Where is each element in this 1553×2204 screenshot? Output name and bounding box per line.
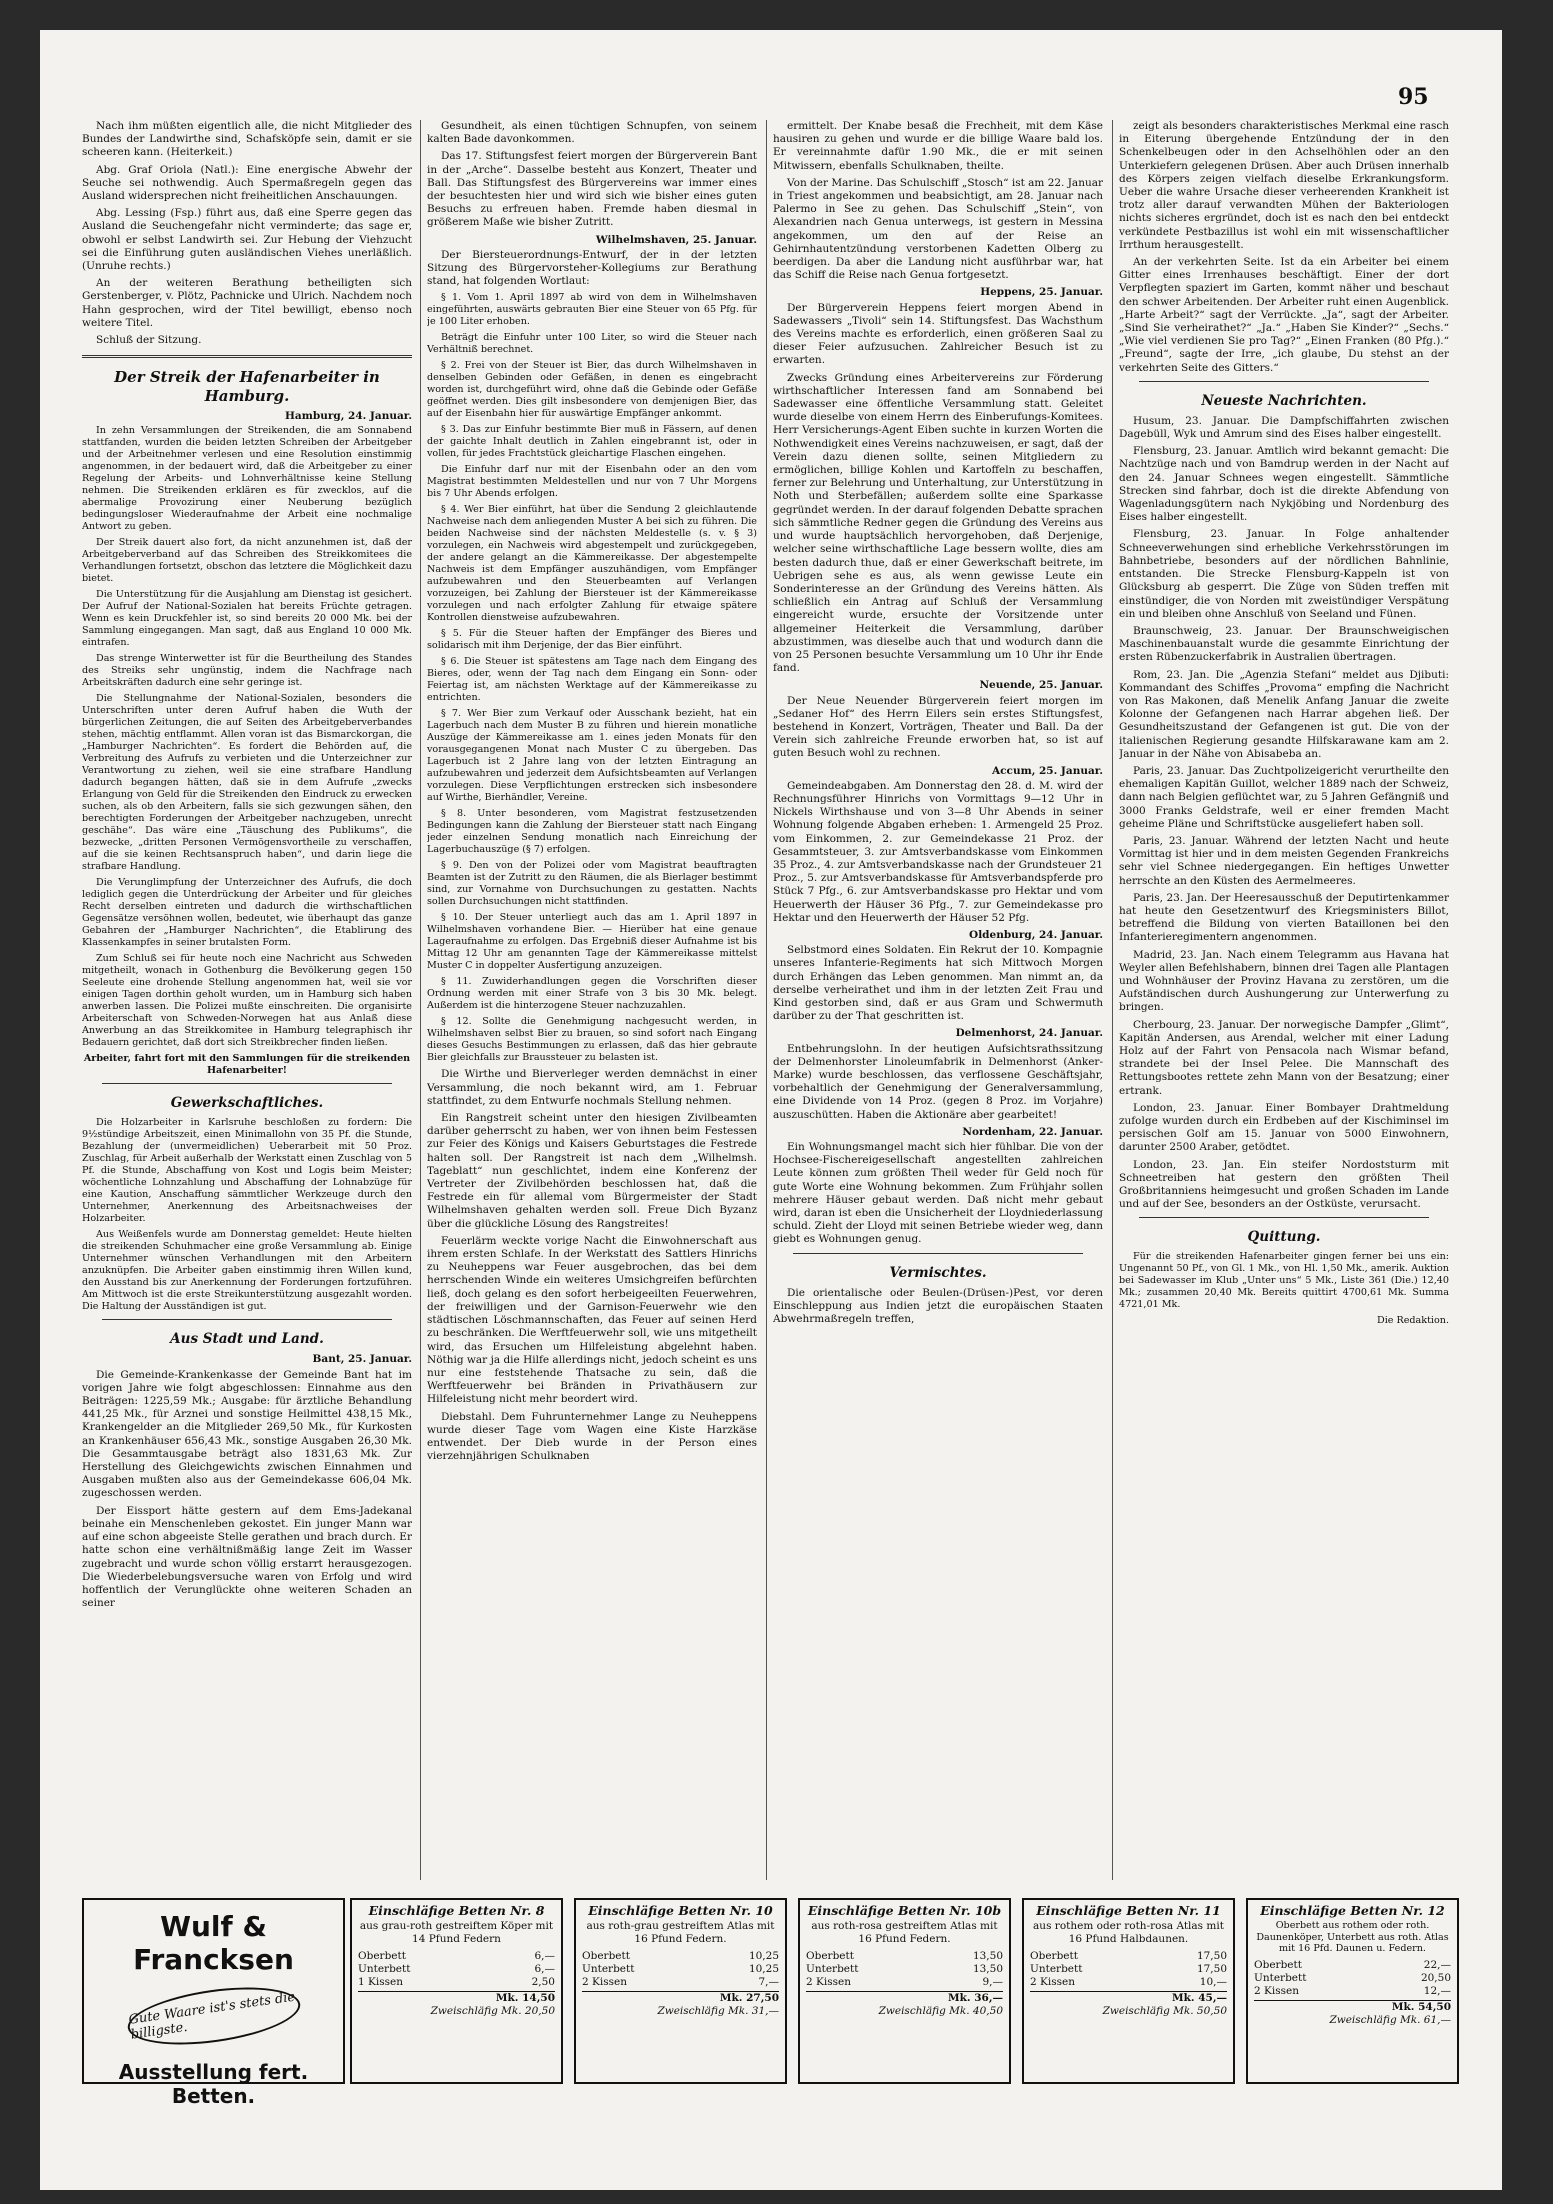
ad-sum <box>806 1991 1003 2005</box>
ad-box-nr8 <box>350 1898 563 2084</box>
paragraph: An der weiteren Berathung betheiligten sich Gerstenberger, v. Plötz, Pachnicke und Ulrich. Nachdem noch Hahn gesprochen, wird der Titel bewilligt, ebenso noch weitere Titel. <box>82 277 412 329</box>
ad-item-price: 10,25 <box>748 1950 779 1962</box>
ad-item-label: Oberbett <box>358 1950 406 1962</box>
ad-item <box>806 1950 1003 1963</box>
dateline: Neuende, 25. Januar. <box>979 679 1103 692</box>
column-rule <box>766 120 767 1880</box>
dateline: Nordenham, 22. Januar. <box>962 1125 1103 1138</box>
ad-box-title: Einschläfige Betten Nr. 10 <box>588 1903 773 1918</box>
paragraph: Nach ihm müßten eigentlich alle, die nicht Mitglieder des Bundes der Landwirthe sind, Schafsköpfe sein, damit er sie scheeren kann. (Heiterkeit.) <box>82 120 412 159</box>
ad-item-label: Unterbett <box>1030 1963 1083 1975</box>
ad-double-value: Zweischläfig Mk. 40,50 <box>878 2005 1003 2017</box>
paragraph: Flensburg, 23. Januar. Amtlich wird bekannt gemacht: Die Nachtzüge nach und von Bamdrup werden in der Nacht auf den 24. Januar Schnees wegen eingestellt. Sämmtliche Strecken sind fahrbar, doch ist die direkte Abfendung von Wagenladungsgütern nach Nykjöbing und Nordenburg des Eises halber eingestellt. <box>1119 445 1449 524</box>
paragraph: Die Holzarbeiter in Karlsruhe beschloßen zu fordern: Die 9½stündige Arbeitszeit, einen Minimallohn von 35 Pf. die Stunde, Bezahlung der (unvermeidlichen) Ueberarbeit mit 50 Proz. Zuschlag, für Arbeit außerhalb der Werkstatt einen Zuschlag von 5 Pf. die Stunde, Abschaffung von Kost und Logis beim Meister; wöchentliche Lohnzahlung und Abschaffung der Lohnabzüge für eine Kaution, Anschaffung sämmtlicher Werkzeuge durch den Unternehmer, Anerkennung des Arbeitsnachweises der Holzarbeiter. <box>82 1117 412 1225</box>
ad-item <box>582 1950 779 1963</box>
paragraph: Paris, 23. Jan. Der Heeresausschuß der Deputirtenkammer hat heute den Gesetzentwurf des Kriegsministers Billot, betreffend die Bildung von vierten Bataillonen bei den Infanterieregimentern angenommen. <box>1119 891 1449 944</box>
ad-double <box>806 2005 1003 2018</box>
headline-stadt-land: Aus Stadt und Land. <box>170 1331 324 1348</box>
ad-box-title: Einschläfige Betten Nr. 12 <box>1260 1903 1445 1918</box>
ad-sum <box>1254 2000 1451 2014</box>
paragraph: Die Einfuhr darf nur mit der Eisenbahn oder an den vom Magistrat bestimmten Meldestellen und nur von 7 Uhr Morgens bis 7 Uhr Abends erfolgen. <box>427 464 757 500</box>
ad-double <box>358 2005 555 2018</box>
paragraph: § 5. Für die Steuer haften der Empfänger des Bieres und solidarisch mit ihm Derjenige, der das Bier einführt. <box>427 628 757 652</box>
ad-item <box>582 1976 779 1989</box>
paragraph: Husum, 23. Januar. Die Dampfschiffahrten zwischen Dagebüll, Wyk und Amrum sind des Eises halber eingestellt. <box>1119 414 1449 441</box>
ad-item-label: 2 Kissen <box>806 1976 851 1988</box>
ad-item <box>1254 1985 1451 1998</box>
ad-item-label: Unterbett <box>1254 1971 1307 1984</box>
paragraph: Die Stellungnahme der National-Sozialen, besonders die Unterschriften unter deren Aufruf haben die Wuth der bürgerlichen Zeitungen, die auf Seiten des Arbeitgeberverbandes stehen, mächtig entflammt. Allen voran ist das Bismarckorgan, die „Hamburger Nachrichten“. Es fordert die Behörden auf, die Verbreitung des Aufrufs zu verbieten und die Unterzeichner zur Verantwortung zu ziehen, weil sie eine strafbare Handlung dadurch begangen hätten, daß sie in dem Aufrufe „zwecks Erlangung von Geld für die Streikenden den Eindruck zu erwecken suchen, als ob den Arbeitern, falls sie sich gezwungen sähen, den berechtigten Forderungen der Arbeitgeber nachzugeben, unrecht geschähe“. Das wäre eine „Täuschung des Publikums“, die bezwecke, „dritten Personen Vermögensvortheile zu verschaffen, auf die sie keinen Rechtsanspruch haben“, und darin liege die strafbare Handlung. <box>82 693 412 873</box>
paragraph: Der Streik dauert also fort, da nicht anzunehmen ist, daß der Arbeitgeberverband auf das Schreiben des Streikkomitees die Verhandlungen fortsetzt, obschon das letztere die Möglichkeit dazu bietet. <box>82 537 412 585</box>
paragraph: Madrid, 23. Jan. Nach einem Telegramm aus Havana hat Weyler allen Befehlshabern, binnen drei Tagen alle Plantagen und Wohnhäuser der Provinz Havana zu zerstören, um die Aufständischen durch Aushungerung zur Unterwerfung zu bringen. <box>1119 948 1449 1014</box>
paragraph: § 10. Der Steuer unterliegt auch das am 1. April 1897 in Wilhelmshaven vorhandene Bier. — Hierüber hat eine genaue Lageraufnahme zu erfolgen. Das Ergebniß dieser Aufnahme ist bis Mittag 12 Uhr am genannten Tage der Kämmereikasse mittelst Muster C in doppelter Ausfertigung anzuzeigen. <box>427 912 757 972</box>
paragraph: Zum Schluß sei für heute noch eine Nachricht aus Schweden mitgetheilt, wonach in Gothenburg die Bevölkerung gegen 150 Seeleute eine drohende Stellung angenommen hat, weil sie vor einigen Tagen dorthin geholt wurden, um in Hamburg sich haben anwerben lassen. Die Polizei mußte einschreiten. Die organisirte Arbeiterschaft von Schweden-Norwegen hat aus Anlaß diese Anwerbung an das Streikkomitee in Hamburg telegraphisch ihr Bedauern gerichtet, daß dort sich Streikbrecher finden ließen. <box>82 953 412 1049</box>
ad-item-label: 2 Kissen <box>1030 1976 1075 1988</box>
paragraph: § 11. Zuwiderhandlungen gegen die Vorschriften dieser Ordnung werden mit einer Strafe von 3 bis 30 Mk. belegt. Außerdem ist die hinterzogene Steuer nachzuzahlen. <box>427 976 757 1012</box>
ad-item-price: 9,— <box>982 1976 1003 1988</box>
ad-double-value: Zweischläfig Mk. 31,— <box>657 2005 779 2017</box>
paragraph: In zehn Versammlungen der Streikenden, die am Sonnabend stattfanden, wurden die beiden letzten Schreiben der Arbeitgeber und der Arbeitnehmer verlesen und eine Resolution einstimmig angenommen, in der bedauert wird, daß die Arbeitgeber zu einer Regelung der Arbeits- und Lohnverhältnisse keine Stellung nehmen. Die Streikenden erklären es für zwecklos, auf die abermalige Provozirung einer Neuberung bezüglich bedingungsloser Wiederaufnahme der Arbeit eine nochmalige Antwort zu geben. <box>82 425 412 533</box>
ad-item <box>358 1976 555 1989</box>
ad-item-price: 12,— <box>1423 1984 1451 1997</box>
paragraph: § 8. Unter besonderen, vom Magistrat festzusetzenden Bedingungen kann die Zahlung der Biersteuer statt nach Eingang jeder einzelnen Sendung monatlich nach Einreichung der Lagerbuchauszüge (§ 7) erfolgen. <box>427 808 757 856</box>
paragraph: Rom, 23. Jan. Die „Agenzia Stefani“ meldet aus Djibuti: Kommandant des Schiffes „Provoma“ empfing die Nachricht von Ras Makonen, daß Menelik Anfang Januar die zweite Kolonne der Gefangenen nach Harrar abgehen ließ. Der Gesundheitszustand der Gefangenen ist gut. Die von der italienischen Regierung gesandte Hilfskarawane kam am 2. Januar in der Nähe von Abisabeba an. <box>1119 668 1449 760</box>
ad-sum <box>582 1991 779 2005</box>
ad-item-price: 17,50 <box>1196 1950 1227 1962</box>
ad-sign-text: Gute Waare ist's stets die billigste. <box>127 1989 296 2043</box>
paragraph: § 1. Vom 1. April 1897 ab wird von dem in Wilhelmshaven eingeführten, auswärts gebrauten Bier eine Steuer von 65 Pfg. für je 100 Liter erhoben. <box>427 292 757 328</box>
paragraph: Abg. Graf Oriola (Natl.): Eine energische Abwehr der Seuche sei nothwendig. Auch Spermaßregeln gegen das Ausland widersprechen nicht freiheitlichen Anschauungen. <box>82 163 412 203</box>
appeal: Arbeiter, fahrt fort mit den Sammlungen für die streikenden Hafenarbeiter! <box>83 1053 411 1077</box>
paragraph: Braunschweig, 23. Januar. Der Braunschweigischen Maschinenbauanstalt wurde die gesammte Einrichtung der ersten Rübenzuckerfabrik in Australien übertragen. <box>1119 624 1449 664</box>
paragraph: Paris, 23. Januar. Während der letzten Nacht und heute Vormittag ist hier und in dem meisten Gegenden Frankreichs sehr viel Schnee niedergegangen. Ein heftiges Unwetter herrschte an den Küsten des Aermelmeeres. <box>1119 834 1449 887</box>
ad-sum <box>358 1991 555 2005</box>
paragraph: Die Gemeinde-Krankenkasse der Gemeinde Bant hat im vorigen Jahre wie folgt abgeschlossen: Einnahme aus den Beiträgen: 1225,59 Mk.; Ausgabe: für ärztliche Behandlung 441,25 Mk., für Arznei und sonstige Heilmittel 438,15 Mk., Krankengelder an die Mitglieder 269,50 Mk., für Kurkosten an Krankenhäuser 656,43 Mk., sonstige Ausgaben 26,30 Mk. Die Gesammtausgabe beträgt also 1831,63 Mk. Zur Herstellung des Gleichgewichts zwischen Einnahmen und Ausgaben mußten also aus der Gemeindekasse 606,04 Mk. zugeschossen werden. <box>82 1368 412 1500</box>
paragraph: Ein Rangstreit scheint unter den hiesigen Zivilbeamten darüber geherrscht zu haben, wer von ihnen beim Festessen zur Feier des Königs und Kaisers Geburtstages die Festrede halten soll. Der Rangstreit ist nach dem „Wilhelmsh. Tageblatt“ nun geschlichtet, indem eine Konferenz der Vertreter der Zivilbehörden beschlossen hat, daß die Festrede ein für allemal vom Bürgermeister der Stadt Wilhelmshaven gehalten werden soll. Freue Dich Byzanz über die glückliche Lösung des Rangstreites! <box>427 1112 757 1230</box>
ad-item-price: 17,50 <box>1196 1963 1227 1975</box>
ad-sum-value: Mk. 36,— <box>948 1992 1003 2004</box>
column-4 <box>1119 120 1449 1880</box>
ad-double-value: Zweischläfig Mk. 61,— <box>1329 2013 1451 2026</box>
ad-item-price: 10,25 <box>748 1963 779 1975</box>
headline-quittung: Quittung. <box>1247 1229 1321 1246</box>
ad-item <box>358 1950 555 1963</box>
dateline: Bant, 25. Januar. <box>312 1353 412 1366</box>
ad-item-label: 2 Kissen <box>1254 1984 1299 1997</box>
ad-box-title: Einschläfige Betten Nr. 8 <box>368 1903 545 1918</box>
ad-item <box>806 1976 1003 1989</box>
paragraph: An der verkehrten Seite. Ist da ein Arbeiter bei einem Gitter eines Irrenhauses beschäftigt. Einer der dort Verpflegten spaziert im Garten, kommt näher und beschaut den schwer Arbeitenden. Der Arbeiter ruht einen Augenblick. „Harte Arbeit?“ sagt der Verrückte. „Ja“, sagt der Arbeiter. „Sind Sie verheirathet?“ „Ja.“ „Haben Sie Kinder?“ „Sechs.“ „Wie viel verdienen Sie pro Tag?“ „Einen Franken (80 Pfg.).“ „Freund“, sagte der Irre, „ich glaube, Du stehst an der verkehrten Seite des Gitters.“ <box>1119 256 1449 374</box>
dateline: Heppens, 25. Januar. <box>980 286 1103 299</box>
ad-box-desc: aus grau-roth gestreiftem Köper mit 14 Pfund Federn <box>359 1920 554 1945</box>
paragraph: Diebstahl. Dem Fuhrunternehmer Lange zu Neuheppens wurde dieser Tage vom Wagen eine Kiste Harzkäse entwendet. Der Dieb wurde in der Person eines vierzehnjährigen Schulknaben <box>427 1410 757 1463</box>
ad-item-label: 2 Kissen <box>582 1976 627 1988</box>
paragraph: Die Wirthe und Bierverleger werden demnächst in einer Versammlung, die noch bekannt wird, am 1. Februar stattfindet, zu dem Entwurfe nochmals Stellung nehmen. <box>427 1068 757 1107</box>
ad-box-title: Einschläfige Betten Nr. 10b <box>807 1903 1002 1918</box>
paragraph: § 9. Den von der Polizei oder vom Magistrat beauftragten Beamten ist der Zutritt zu den Räumen, die als Bierlager bestimmt sind, zur Vornahme von Durchsuchungen zu gestatten. Nachts sollen Durchsuchungen nicht stattfinden. <box>427 860 757 908</box>
ad-item <box>1254 1959 1451 1972</box>
ad-double-value: Zweischläfig Mk. 50,50 <box>1102 2005 1227 2017</box>
ad-sum-value: Mk. 45,— <box>1172 1992 1227 2004</box>
paragraph: Schluß der Sitzung. <box>96 334 202 347</box>
ad-box-nr12 <box>1246 1898 1459 2084</box>
paragraph: Der Bürgerverein Heppens feiert morgen Abend in Sadewassers „Tivoli“ sein 14. Stiftungsfest. Das Wachsthum des Vereins machte es erforderlich, einen größeren Saal zu dieser Feier aufzusuchen. Zahlreicher Besuch ist zu erwarten. <box>773 301 1103 367</box>
dateline: Wilhelmshaven, 25. Januar. <box>595 233 757 246</box>
paragraph: Gesundheit, als einen tüchtigen Schnupfen, von seinem kalten Bade davonkommen. <box>427 120 757 146</box>
ad-item-price: 22,— <box>1423 1958 1451 1971</box>
ad-item <box>1030 1963 1227 1976</box>
paragraph: Paris, 23. Januar. Das Zuchtpolizeigericht verurtheilte den ehemaligen Kapitän Guillot, welcher 1889 nach der Schweiz, dann nach Belgien geflüchtet war, zu 5 Jahren Gefängniß und 3000 Franks Geldstrafe, weil er einer fremden Macht geheime Pläne und Schriftstücke ausgeliefert haben soll. <box>1119 764 1449 830</box>
paragraph: Für die streikenden Hafenarbeiter gingen ferner bei uns ein: Ungenannt 50 Pf., von Gl. 1 Mk., von Hl. 1,50 Mk., amerik. Auktion bei Sadewasser im Klub „Unter uns“ 5 Mk., Liste 361 (Die.) 12,40 Mk.; zusammen 20,40 Mk. Bereits quittirt 4700,61 Mk. Summa 4721,01 Mk. <box>1119 1251 1449 1311</box>
column-rule <box>1112 120 1113 1880</box>
paragraph: Die Verunglimpfung der Unterzeichner des Aufrufs, die doch lediglich gegen die Unterdrückung der Arbeiter und für gleiches Recht derselben eintreten und dadurch die wirthschaftlichen Gegensätze versöhnen wollen, bedeutet, wie überhaupt das ganze Gebahren der „Hamburger Nachrichten“, die Etablirung des Klassenkampfes in seiner brutalsten Form. <box>82 877 412 949</box>
ad-double <box>582 2005 779 2018</box>
paragraph: Entbehrungslohn. In der heutigen Aufsichtsrathssitzung der Delmenhorster Linoleumfabrik in Delmenhorst (Anker-Marke) wurde beschlossen, das verflossene Geschäftsjahr, vorbehaltlich der Genehmigung der Generalversammlung, eine Dividende von 14 Proz. (gegen 8 Proz. im Vorjahre) auszuschütten. Haben die Aktionäre aber gearbeitet! <box>773 1042 1103 1121</box>
paragraph: Das 17. Stiftungsfest feiert morgen der Bürgerverein Bant in der „Arche“. Dasselbe besteht aus Konzert, Theater und Ball. Das Stiftungsfest des Bürgervereins war immer eines der besuchtesten hier und wird sich wie bisher eines guten Besuchs zu erfreuen haben. Fremde haben diesmal in größerem Maße wie bisher Zutritt. <box>427 150 757 229</box>
dateline: Delmenhorst, 24. Januar. <box>955 1027 1103 1040</box>
divider <box>82 355 412 358</box>
ad-sum-value: Mk. 54,50 <box>1391 2000 1451 2013</box>
headline-neueste: Neueste Nachrichten. <box>1201 392 1367 409</box>
headline-vermischtes: Vermischtes. <box>889 1264 987 1281</box>
ad-item-price: 13,50 <box>972 1950 1003 1962</box>
ad-box-nr10b <box>798 1898 1011 2084</box>
column-1 <box>82 120 412 1880</box>
ad-item <box>1254 1972 1451 1985</box>
ad-exhibit: Ausstellung fert. Betten. <box>118 2060 309 2108</box>
ad-double-value: Zweischläfig Mk. 20,50 <box>430 2005 555 2017</box>
ad-sum-value: Mk. 27,50 <box>719 1992 779 2004</box>
paragraph: London, 23. Januar. Einer Bombayer Drahtmeldung zufolge wurden durch ein Erdbeben auf der Kischiminsel im persischen Golf am 15. Januar von 5000 Einwohnern, darunter 2500 Araber, getödtet. <box>1119 1101 1449 1154</box>
paragraph: Zwecks Gründung eines Arbeitervereins zur Förderung wirthschaftlicher Interessen fand am Sonnabend bei Sadewasser eine öffentliche Versammlung statt. Geleitet wurde dieselbe von einem Herrn des Einberufungs-Komitees. Herr Versicherungs-Agent Eiben suchte in kurzen Worten die Nothwendigkeit eines Vereins nachzuweisen, er sagt, daß der Verein dazu dienen sollte, seinen Mitgliedern zu ermöglichen, billige Kohlen und Kartoffeln zu beschaffen, ferner zur Belehrung und Unterhaltung, zur Unterstützung in Noth und Sterbefällen; außerdem sollte eine Sparkasse gegründet werden. In der darauf folgenden Debatte sprachen sich sämmtliche Redner gegen die Gründung des Vereins aus und wurde hauptsächlich hervorgehoben, daß Derjenige, welcher seine wirthschaftliche Lage bessern wollte, dies am besten dadurch thue, daß er einer Gewerkschaft beitrete, im Uebrigen sehe es aus, als wenn gewisse Leute ein Sonderinteresse an der Gründung des Vereins hätten. Als schließlich ein Antrag auf Schluß der Versammlung eingereicht wurde, ersuchte der Vorsitzende unter allgemeiner Heiterkeit die Versammlung, darüber abzustimmen, was dieselbe auch that und wodurch dann die von 25 Personen besuchte Versammlung um 10 Uhr ihr Ende fand. <box>773 371 1103 675</box>
paragraph: Die orientalische oder Beulen-(Drüsen-)Pest, vor deren Einschleppung aus Indien jetzt die europäischen Staaten Abwehrmaßregeln treffen, <box>773 1286 1103 1326</box>
ad-item-price: 10,— <box>1199 1976 1227 1988</box>
paragraph: Flensburg, 23. Januar. In Folge anhaltender Schneeverwehungen sind erhebliche Verkehrsstörungen im Bahnbetriebe, besonders auf der nördlichen Bahnlinie, entstanden. Die Strecke Flensburg-Kappeln ist von Glücksburg ab gesperrt. Die Züge von Süden treffen mit einstündiger, die von Norden mit zweistündiger Verspätung ein und bleiben ohne Anschluß von Seeland und Fünen. <box>1119 528 1449 620</box>
paragraph: § 12. Sollte die Genehmigung nachgesucht werden, in Wilhelmshaven selbst Bier zu brauen, so sind sofort nach Eingang dieses Gesuchs Bestimmungen zu erlassen, daß das hier gebraute Bier gleichfalls zur Braussteuer zu belasten ist. <box>427 1016 757 1064</box>
divider <box>793 1253 1083 1254</box>
paragraph: § 7. Wer Bier zum Verkauf oder Ausschank bezieht, hat ein Lagerbuch nach dem Muster B zu führen und hierein monatliche Auszüge der Kämmereikasse am 1. eines jeden Monats für den vorausgegangenen Monat nach Muster C zu übergeben. Das Lagerbuch ist 2 Jahre lang von der letzten Eintragung an aufzubewahren und jederzeit dem Aufsichtsbeamten auf Verlangen vorzulegen. Diese Verpflichtungen erstrecken sich insbesondere auf Wirthe, Bierhändler, Vereine. <box>427 708 757 804</box>
ad-box-desc: Oberbett aus rothem oder roth. Daunenköper, Unterbett aus roth. Atlas mit 16 Pfd. Daunen u. Federn. <box>1256 1920 1449 1954</box>
ad-item-label: Oberbett <box>1254 1958 1302 1971</box>
dateline: Oldenburg, 24. Januar. <box>969 928 1103 941</box>
ad-box-desc: aus roth-grau gestreiftem Atlas mit 16 Pfund Federn. <box>586 1920 775 1945</box>
paragraph: § 2. Frei von der Steuer ist Bier, das durch Wilhelmshaven in denselben Gebinden oder Gefäßen, in denen es eingebracht worden ist, durchgeführt wird, ohne daß die Gebinde oder Gefäße geöffnet werden. Dies gilt insbesondere von demjenigen Bier, das auf der Eisenbahn hier für auswärtige Empfänger ankommt. <box>427 360 757 420</box>
ad-item-price: 13,50 <box>972 1963 1003 1975</box>
paragraph: ermittelt. Der Knabe besaß die Frechheit, mit dem Käse hausiren zu gehen und wurde er die billige Waare bald los. Er vereinnahmte dafür 1.90 Mk., die er mit seinen Mitwissern, ebenfalls Schulknaben, theilte. <box>773 120 1103 172</box>
ad-item-label: Oberbett <box>1030 1950 1078 1962</box>
ad-item-label: Oberbett <box>582 1950 630 1962</box>
paragraph: § 6. Die Steuer ist spätestens am Tage nach dem Eingang des Bieres, oder, wenn der Tag nach dem Eingang ein Sonn- oder Feiertag ist, am nächsten Werktage auf der Kämmereikasse zu entrichten. <box>427 656 757 704</box>
paragraph: Die Unterstützung für die Ausjahlung am Dienstag ist gesichert. Der Aufruf der National-Sozialen hat bereits Früchte getragen. Wenn es kein Druckfehler ist, so sind bereits 20 000 Mk. bei der Sammlung eingegangen. Man sagt, daß aus England 10 000 Mk. eintrafen. <box>82 589 412 649</box>
dateline: Accum, 25. Januar. <box>992 764 1103 777</box>
ad-item-price: 2,50 <box>531 1976 555 1988</box>
newspaper-page <box>40 30 1502 2190</box>
ad-box-desc: aus rothem oder roth-rosa Atlas mit 16 Pfund Halbdaunen. <box>1033 1920 1224 1945</box>
ad-sum-value: Mk. 14,50 <box>495 1992 555 2004</box>
ad-item-price: 7,— <box>758 1976 779 1988</box>
divider <box>1139 1217 1429 1218</box>
ad-item <box>1030 1950 1227 1963</box>
ad-item-label: Oberbett <box>806 1950 854 1962</box>
paragraph: Das strenge Winterwetter ist für die Beurtheilung des Standes des Streiks sehr ungünstig, indem die Nachfrage nach Arbeitskräften dadurch eine sehr geringe ist. <box>82 653 412 689</box>
paragraph: § 4. Wer Bier einführt, hat über die Sendung 2 gleichlautende Nachweise nach dem anliegenden Muster A bei sich zu führen. Die beiden Nachweise sind der nächsten Meldestelle (s. v. § 3) vorzulegen, ein Nachweis wird abgestempelt und zurückgegeben, der andere gelangt an die Kämmereikasse. Der abgestempelte Nachweis ist dem Empfänger auszuhändigen, vom Empfänger aufzubewahren und den Steuerbeamten auf Verlangen vorzuzeigen, bei Zahlung der Biersteuer ist der Kämmereikasse vorzulegen und nach erfolgter Zahlung für etwaige spätere Kontrollen dienstweise aufzubewahren. <box>427 504 757 624</box>
paragraph: Der Neue Neuender Bürgerverein feiert morgen im „Sedaner Hof“ des Herrn Eilers sein erstes Stiftungsfest, bestehend in Konzert, Vorträgen, Theater und Ball. Da der Verein sich zahlreiche Freunde erworben hat, so ist auf guten Besuch wohl zu rechnen. <box>773 694 1103 760</box>
ad-item-label: Unterbett <box>806 1963 859 1975</box>
ad-logo-box <box>82 1898 345 2108</box>
ad-box-title: Einschläfige Betten Nr. 11 <box>1036 1903 1221 1918</box>
paragraph: Beträgt die Einfuhr unter 100 Liter, so wird die Steuer nach Verhältniß berechnet. <box>427 332 757 356</box>
column-3 <box>773 120 1103 1880</box>
dateline: Hamburg, 24. Januar. <box>285 410 412 423</box>
paragraph: Der Eissport hätte gestern auf dem Ems-Jadekanal beinahe ein Menschenleben gekostet. Ein junger Mann war auf eine schon abgeeiste Stelle gerathen und brach durch. Er hatte schon eine verhältnißmäßig lange Zeit im Wasser zugebracht und wurde schon völlig erstarrt herausgezogen. Die Wiederbelebungsversuche waren von Erfolg und wird hoffentlich der Verunglückte ohne weiteren Schaden an seiner <box>82 1504 412 1610</box>
paragraph: London, 23. Jan. Ein steifer Nordoststurm mit Schneetreiben hat gestern den größten Theil Großbritanniens heimgesucht und großen Schaden im Lande und auf der See, besonders an der Ostküste, verursacht. <box>1119 1158 1449 1211</box>
column-rule <box>420 120 421 1880</box>
ad-double <box>1254 2014 1451 2027</box>
paragraph: Abg. Lessing (Fsp.) führt aus, daß eine Sperre gegen das Ausland die Seuchengefahr nicht verminderte; das sage er, obwohl er selbst Landwirth sei. Zur Hebung der Viehzucht sei die Einführung guten ausländischen Viehes unerläßlich. (Unruhe rechts.) <box>82 207 412 273</box>
ad-item <box>1030 1976 1227 1989</box>
ad-item <box>582 1963 779 1976</box>
ad-box-nr11 <box>1022 1898 1235 2084</box>
paragraph: Selbstmord eines Soldaten. Ein Rekrut der 10. Kompagnie unseres Infanterie-Regiments hat sich Mittwoch Morgen durch Erhängen das Leben genommen. Man nimmt an, da derselbe verheirathet und ihm in der letzten Zeit Frau und Kind gestorben sind, daß er aus Gram und Schwermuth darüber zu der That geschritten ist. <box>773 944 1103 1023</box>
ad-item-price: 6,— <box>534 1963 555 1975</box>
ad-box-nr10 <box>574 1898 787 2084</box>
paragraph: § 3. Das zur Einfuhr bestimmte Bier muß in Fässern, auf denen der gaichte Inhalt deutlich in Zahlen eingebrannt ist, oder in vollen, für jedes Frachtstück gleichartige Flaschen eingehen. <box>427 424 757 460</box>
signature-line: Die Redaktion. <box>1377 1315 1449 1327</box>
ad-sign-emblem <box>124 1978 304 2054</box>
ad-item <box>358 1963 555 1976</box>
ad-sum <box>1030 1991 1227 2005</box>
ad-item-price: 6,— <box>534 1950 555 1962</box>
paragraph: Von der Marine. Das Schulschiff „Stosch“ ist am 22. Januar in Triest angekommen und beabsichtigt, am 28. Januar nach Palermo in See zu gehen. Das Schulschiff „Stein“, von Alexandrien nach Genua unterwegs, ist gestern in Messina angekommen, um den auf der Reise an Gehirnhautentzündung verstorbenen Kadetten Olberg zu beerdigen. Da aber die Landung nicht ausführbar war, hat das Schiff die Reise nach Genua fortgesetzt. <box>773 176 1103 282</box>
paragraph: zeigt als besonders charakteristisches Merkmal eine rasch in Eiterung übergehende Entzündung der in den Schenkelbeugen oder in den Achselhöhlen oder an den Unterkiefern gelegenen Drüsen. Aber auch Drüsen innerhalb des Körpers zeigen vielfach dieselbe Erkrankungsform. Ueber die wahre Ursache dieser verheerenden Krankheit ist trotz aller darauf verwandten Mühen der Bakteriologen nichts sicheres ergründet, doch ist es nach den bei entdeckt verkündete Pestbazillus ist wohl ein mit wissenschaftlicher Irrthum herausgestellt. <box>1119 120 1449 251</box>
ad-item-label: Unterbett <box>582 1963 635 1975</box>
advertisement <box>82 1898 1468 2108</box>
ad-item <box>806 1963 1003 1976</box>
page-number: 95 <box>1398 84 1429 110</box>
ad-double <box>1030 2005 1227 2018</box>
headline-streik: Der Streik der Hafenarbeiter in Hamburg. <box>114 368 380 406</box>
ad-brand: Wulf & Francksen <box>133 1910 294 1976</box>
ad-item-label: Unterbett <box>358 1963 411 1975</box>
divider <box>1139 381 1429 382</box>
paragraph: Cherbourg, 23. Januar. Der norwegische Dampfer „Glimt“, Kapitän Andersen, aus Arendal, welcher mit einer Ladung Holz auf der Fahrt von Pensacola nach Wismar befand, strandete bei der Insel Pelee. Die Mannschaft des Rettungsbootes rettete zehn Mann von der Besatzung; einer ertrank. <box>1119 1018 1449 1097</box>
ad-item-label: 1 Kissen <box>358 1976 403 1988</box>
divider <box>102 1083 392 1084</box>
paragraph: Gemeindeabgaben. Am Donnerstag den 28. d. M. wird der Rechnungsführer Hinrichs von Vormittags 9—12 Uhr in Nickels Wirthshause und von 3—8 Uhr Abends in seiner Wohnung folgende Abgaben erheben: 1. Armengeld 25 Proz. vom Einkommen, 2. zur Gemeindekasse 21 Proz. der Gesammtsteuer, 3. zur Amtsverbandskasse vom Einkommen 35 Proz., 4. zur Amtsverbandskasse nach der Grundsteuer 21 Proz., 5. zur Amtsverbandskasse für Amtsverbandspferde pro Stück 7 Pfg., 6. zur Amtsverbandskasse pro Hektar und vom Heuerwerth der Häuser 36 Pfg., 7. zur Gemeindekasse pro Hektar und den Heuerwerth der Häuser 52 Pfg. <box>773 779 1103 924</box>
paragraph: Feuerlärm weckte vorige Nacht die Einwohnerschaft aus ihrem ersten Schlafe. In der Werkstatt des Sattlers Hinrichs zu Neuheppens war Feuer ausgebrochen, das bei dem herrschenden Winde ein weiteres Umsichgreifen befürchten ließ, doch gelang es den sofort herbeigeeilten Feuerwehren, der freiwilligen und der Garnison-Feuerwehr wie den städtischen Löschmannschaften, das Feuer auf seinen Herd zu beschränken. Die Werftfeuerwehr soll, wie uns mitgetheilt wird, das Ersuchen um Hilfeleistung abgelehnt haben. Nöthig war ja die Hilfe allerdings nicht, jedoch scheint es uns nur eine feststehende Thatsache zu sein, daß die Werftfeuerwehr bei Bränden in Privathäusern zur Hilfeleistung nicht mehr beordert wird. <box>427 1234 757 1406</box>
paragraph: Aus Weißenfels wurde am Donnerstag gemeldet: Heute hielten die streikenden Schuhmacher eine große Versammlung ab. Einige Unternehmer wünschen Verhandlungen mit den Arbeitern anzuknüpfen. Die Arbeiter gaben einstimmig ihren Willen kund, den Ausstand bis zur Anerkennung der Forderungen fortzuführen. Am Mittwoch ist die erste Streikunterstützung ausgezahlt worden. Die Haltung der Ausständigen ist gut. <box>82 1229 412 1313</box>
headline-gewerkschaft: Gewerkschaftliches. <box>170 1095 324 1112</box>
ad-item-price: 20,50 <box>1420 1971 1451 1984</box>
paragraph: Ein Wohnungsmangel macht sich hier fühlbar. Die von der Hochsee-Fischereigesellschaft angestellten zahlreichen Leute können zum größten Theil weder für Geld noch für gute Worte eine Wohnung bekommen. Zum Frühjahr sollen mehrere Häuser gebaut werden. Daß nicht mehr gebaut wird, daran ist eben die Unsicherheit der Lloydniederlassung schuld. Zieht der Lloyd mit seinen Betriebe wieder weg, dann giebt es Wohnungen genug. <box>773 1141 1103 1246</box>
divider <box>102 1319 392 1320</box>
column-2 <box>427 120 757 1880</box>
paragraph: Der Biersteuerordnungs-Entwurf, der in der letzten Sitzung des Bürgervorsteher-Kollegiums zur Berathung stand, hat folgenden Wortlaut: <box>427 248 757 288</box>
ad-box-desc: aus roth-rosa gestreiftem Atlas mit 16 Pfund Federn. <box>811 1920 998 1945</box>
